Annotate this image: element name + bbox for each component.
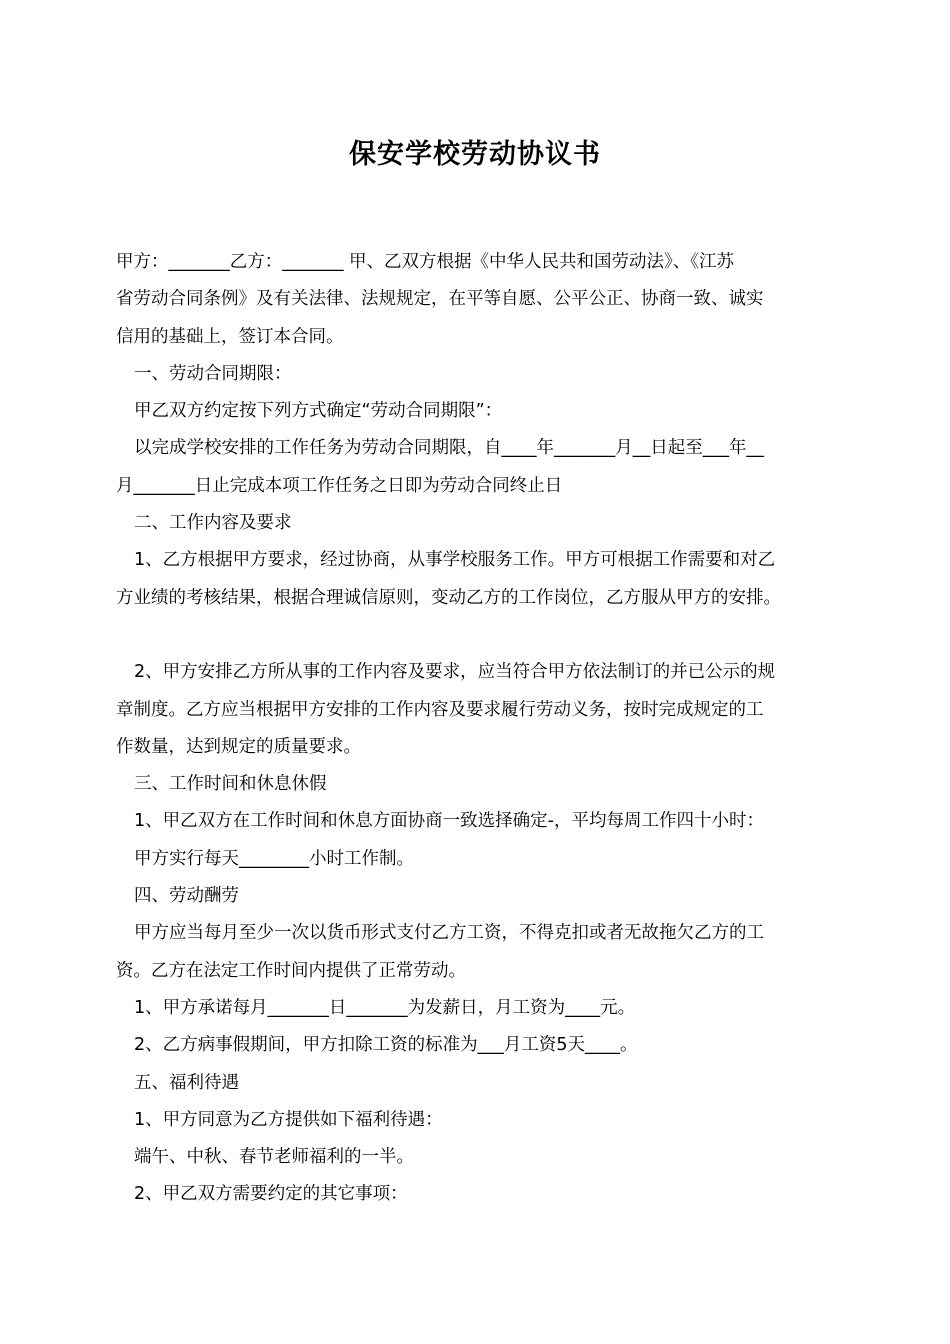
body-line: 1、甲乙双方在工作时间和休息方面协商一致选择确定-，平均每周工作四十小时： xyxy=(134,811,764,832)
body-line: 端午、中秋、春节老师福利的一半。 xyxy=(134,1147,414,1168)
body-line: 甲方应当每月至少一次以货币形式支付乙方工资，不得克扣或者无故拖欠乙方的工 xyxy=(134,923,764,944)
section-heading-duties: 二、工作内容及要求 xyxy=(134,513,292,534)
body-line: 甲方实行每天________小时工作制。 xyxy=(134,848,414,869)
body-line: 信用的基础上，签订本合同。 xyxy=(116,326,344,347)
body-line: 以完成学校安排的工作任务为劳动合同期限，自____年_______月__日起至___年__ xyxy=(134,438,764,459)
section-heading-pay: 四、劳动酬劳 xyxy=(134,886,239,907)
body-line: 2、甲方安排乙方所从事的工作内容及要求，应当符合甲方依法制订的并已公示的规 xyxy=(134,662,776,683)
section-heading-benefits: 五、福利待遇 xyxy=(134,1072,239,1093)
body-line: 资。乙方在法定工作时间内提供了正常劳动。 xyxy=(116,960,466,981)
blank-line xyxy=(116,617,841,654)
body-line: 1、乙方根据甲方要求，经过协商，从事学校服务工作。甲方可根据工作需要和对乙 xyxy=(134,550,776,571)
document-body xyxy=(116,244,841,1214)
body-line: 省劳动合同条例》及有关法律、法规规定，在平等自愿、公平公正、协商一致、诚实 xyxy=(116,289,764,310)
body-line: 作数量，达到规定的质量要求。 xyxy=(116,736,361,757)
body-line: 1、甲方同意为乙方提供如下福利待遇： xyxy=(134,1109,443,1130)
body-line: 1、甲方承诺每月_______日_______为发薪日，月工资为____元。 xyxy=(134,997,636,1018)
body-line: 章制度。乙方应当根据甲方安排的工作内容及要求履行劳动义务，按时完成规定的工 xyxy=(116,699,764,720)
body-line: 方业绩的考核结果，根据合理诚信原则，变动乙方的工作岗位，乙方服从甲方的安排。 xyxy=(116,587,781,608)
body-line: 2、甲乙双方需要约定的其它事项： xyxy=(134,1184,408,1205)
body-line: 月_______日止完成本项工作任务之日即为劳动合同终止日 xyxy=(116,475,563,496)
section-heading-hours: 三、工作时间和休息休假 xyxy=(134,774,327,795)
body-line: 甲方：_______乙方：_______ 甲、乙双方根据《中华人民共和国劳动法》、《江苏 xyxy=(116,252,735,272)
document-title: 保安学校劳动协议书 xyxy=(349,139,601,170)
body-line: 甲乙双方约定按下列方式确定“劳动合同期限”： xyxy=(134,401,503,422)
section-heading-term: 一、劳动合同期限： xyxy=(134,363,292,384)
body-line: 2、乙方病事假期间，甲方扣除工资的标准为___月工资5天____。 xyxy=(134,1035,638,1056)
